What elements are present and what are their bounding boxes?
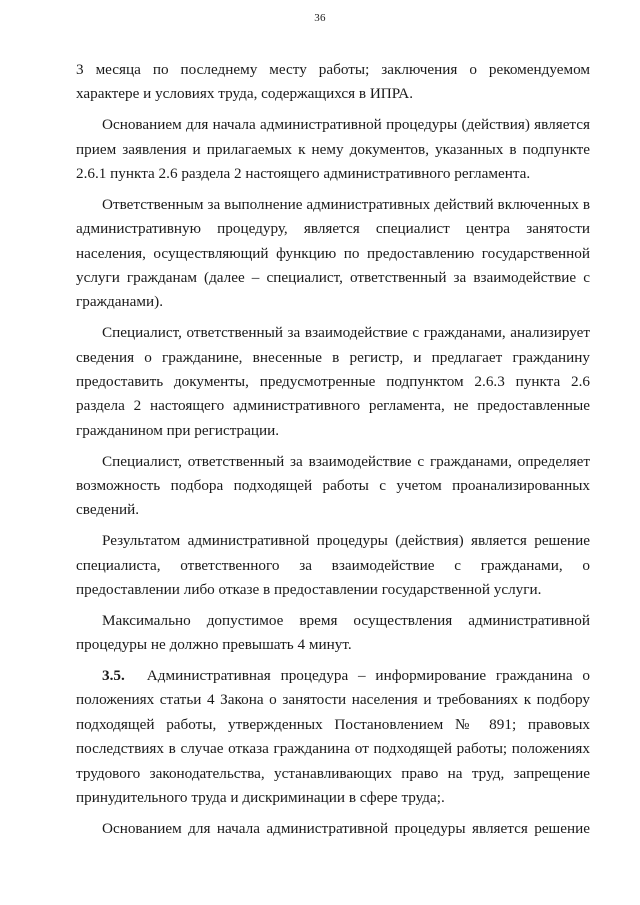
paragraph-max-time: Максимально допустимое время осуществления административной процедуры не должно превышать 4 минут. [76, 611, 590, 654]
section-number: 3.5. [102, 667, 125, 685]
document-body [76, 58, 590, 848]
paragraph-specialist-analysis: Специалист, ответственный за взаимодействие с гражданами, анализирует сведения о гражданине, внесенные в регистр, и предлагает гражданину предоставить документы, предусмотренные подпунктом 2.6.3 пункта 2.6 раздела 2 настоящего административного регламента, не предоставленные гражданином при регистрации. [76, 324, 590, 439]
paragraph-continuation: 3 месяца по последнему месту работы; заключения о рекомендуемом характере и условиях труда, содержащихся в ИПРА. [76, 61, 590, 103]
paragraph-specialist-determines: Специалист, ответственный за взаимодействие с гражданами, определяет возможность подбора подходящей работы с учетом проанализированных сведений. [76, 452, 590, 519]
paragraph-result: Результатом административной процедуры (действия) является решение специалиста, ответственного за взаимодействие с гражданами, о предоставлении либо отказе в предоставлении государственной услуги. [76, 532, 590, 599]
paragraph-basis: Основанием для начала административной процедуры (действия) является прием заявления и прилагаемых к нему документов, указанных в подпункте 2.6.1 пункта 2.6 раздела 2 настоящего административного регламента. [76, 116, 590, 183]
page-number: 36 [314, 12, 326, 24]
section-heading-paragraph [76, 664, 590, 810]
section-text: Административная процедура – информирование гражданина о положениях статьи 4 Закона о занятости населения и требованиях к подбору подходящей работы, утвержденных Постановлением № 891; правовых последствиях в случае отказа гражданина от подходящей работы; положениях трудового законодательства, устанавливающих право на труд, запрещение принудительного труда и дискриминации в сфере труда;. [76, 667, 590, 807]
paragraph-responsible: Ответственным за выполнение административных действий включенных в административную процедуру, является специалист центра занятости населения, осуществляющий функцию по предоставлению государственной услуги гражданам (далее – специалист, ответственный за взаимодействие с гражданами). [76, 195, 590, 311]
paragraph-final-basis: Основанием для начала административной процедуры является решение [102, 819, 590, 837]
